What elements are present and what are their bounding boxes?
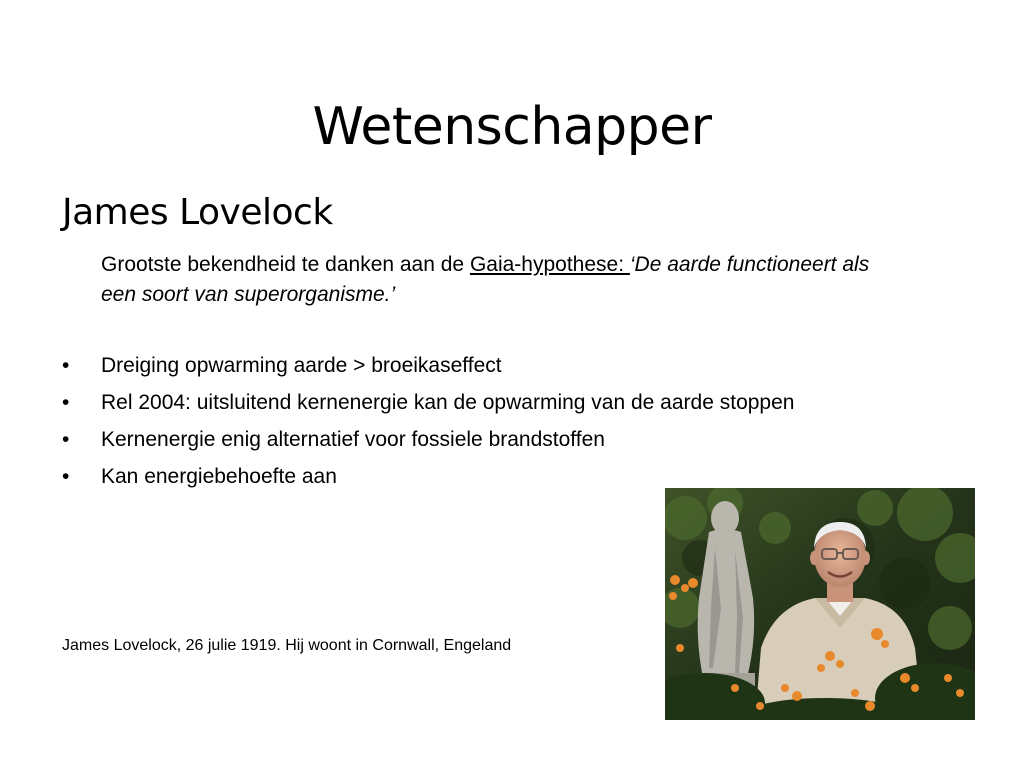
portrait-photo xyxy=(665,488,975,720)
subheading: James Lovelock xyxy=(62,192,333,233)
bullet-text: Rel 2004: uitsluitend kernenergie kan de opwarming van de aarde stoppen xyxy=(101,391,795,414)
bullet-icon: • xyxy=(62,465,70,488)
bullet-list xyxy=(62,351,794,499)
bullet-icon: • xyxy=(62,428,70,451)
bullet-icon: • xyxy=(62,354,70,377)
bullet-text: Dreiging opwarming aarde > broeikaseffect xyxy=(101,354,502,377)
list-item xyxy=(62,351,794,388)
bullet-icon: • xyxy=(62,391,70,414)
intro-quote: ‘De aarde functioneert als een soort van superorganisme.’ xyxy=(101,253,870,306)
bullet-text: Kernenergie enig alternatief voor fossiele brandstoffen xyxy=(101,428,605,451)
list-item xyxy=(62,388,794,425)
portrait-illustration xyxy=(665,488,975,720)
intro-paragraph xyxy=(101,250,901,310)
gaia-hypothesis-link[interactable]: Gaia-hypothese: xyxy=(469,253,630,276)
bullet-text: Kan energiebehoefte aan xyxy=(101,465,337,488)
intro-text: Grootste bekendheid te danken aan de xyxy=(101,253,470,276)
list-item xyxy=(62,425,794,462)
slide-title: Wetenschapper xyxy=(312,96,712,157)
photo-caption: James Lovelock, 26 julie 1919. Hij woont in Cornwall, Engeland xyxy=(62,637,512,654)
